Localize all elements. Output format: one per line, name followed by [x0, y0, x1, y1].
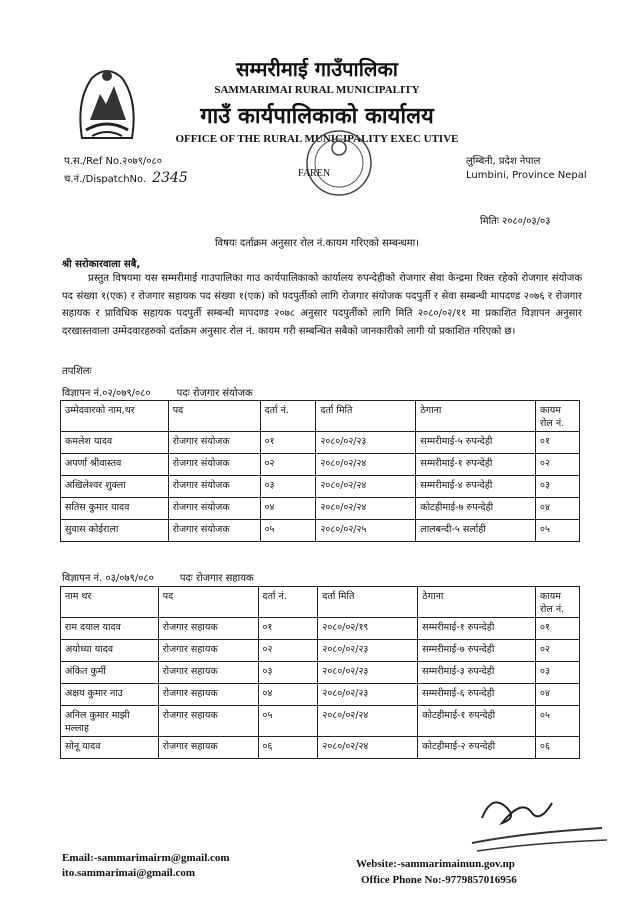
table-row [61, 640, 580, 662]
table-cell: सम्मरीमाई-५ रुपन्देही [416, 432, 536, 454]
table-cell: सतिस कुमार यादव [61, 498, 169, 520]
table-cell: ०५ [536, 520, 580, 542]
table-cell: ०२ [536, 454, 580, 476]
table-cell: ०३ [536, 476, 580, 498]
table-cell: ०५ [536, 706, 580, 737]
table-cell: कोटहीमाई-१ रुपन्देही [418, 706, 536, 737]
table-header-cell: दर्ता मिति [318, 587, 418, 618]
table-cell: सम्मरीमाई-६ रुपन्देही [418, 684, 536, 706]
table-cell: रोजगार सहायक [158, 662, 258, 684]
dispatch-label: च.नं./DispatchNo. [64, 174, 147, 185]
table-cell: २०८०/०२/२३ [318, 640, 418, 662]
table-cell: ०१ [536, 432, 580, 454]
table-cell: रोजगार सहायक [158, 706, 258, 737]
table-cell: ०४ [258, 684, 318, 706]
table-header-cell: नाम थर [61, 587, 159, 618]
table-cell: २०८०/०२/२३ [318, 684, 418, 706]
table-cell: रोजगार सहायक [158, 618, 258, 640]
province-en: Lumbini, Province Nepal [466, 170, 587, 181]
table-cell: अखिलेश्वर शुक्ला [61, 476, 169, 498]
table-header-cell: कायम रोल नं. [536, 401, 580, 432]
table-cell: अनिल कुमार माझी मल्लाह [61, 706, 159, 737]
table-cell: २०८०/०२/२४ [316, 476, 416, 498]
table-cell: ०४ [536, 498, 580, 520]
table-header-cell: दर्ता मिति [316, 401, 416, 432]
table-row [61, 454, 580, 476]
candidates-table-2 [60, 586, 580, 759]
table-row [61, 618, 580, 640]
advertisement-1-heading [62, 385, 253, 399]
table-cell: लालबन्दी-५ सर्लाही [416, 520, 536, 542]
table-cell: ०४ [260, 498, 316, 520]
table-row [61, 432, 580, 454]
table-cell: रोजगार सहायक [158, 737, 258, 759]
table-cell: ०१ [260, 432, 316, 454]
table-cell: राम दयाल यादव [61, 618, 159, 640]
table-header-cell: दर्ता नं. [260, 401, 316, 432]
table-cell: सुवास कोईराला [61, 520, 169, 542]
table-row [61, 662, 580, 684]
table-cell: अयोध्या यादव [61, 640, 159, 662]
table-cell: अपर्णा श्रीवास्तव [61, 454, 169, 476]
table-cell: २०८०/०२/२३ [318, 662, 418, 684]
table-row [61, 684, 580, 706]
table-cell: सम्मरीमाई-३ रुपन्देही [418, 662, 536, 684]
table-cell: कोटहीमाई-२ रुपन्देही [418, 737, 536, 759]
table-cell: ०५ [260, 520, 316, 542]
office-title-en: OFFICE OF THE RURAL MUNICIPALITY EXEC UTIVE [175, 133, 459, 145]
table-cell: ०३ [260, 476, 316, 498]
office-title-np: गाउँ कार्यपालिकाको कार्यालय [200, 104, 434, 129]
letter-subject: विषयः दर्ताक्रम अनुसार रोल नं.कायम गरिएको सम्बन्धमा। [214, 238, 420, 249]
table-cell: रोजगार संयोजक [168, 498, 260, 520]
email-primary: Email:-sammarimairm@gmail.com [62, 852, 230, 864]
province-np: लुम्बिनी, प्रदेश नेपाल [466, 156, 541, 167]
table-cell: सम्मरीमाई-१ रुपन्देही [418, 618, 536, 640]
dispatch-number [64, 170, 188, 186]
table-cell: २०८०/०२/२४ [316, 498, 416, 520]
table-cell: अक्षय कुमार नाउ [61, 684, 159, 706]
advertisement-2-number: विज्ञापन नं. ०३/०७९/०८० [62, 573, 154, 584]
table-cell: ०५ [258, 706, 318, 737]
reference-number: प.स./Ref No.२०७९/०८० [64, 156, 162, 167]
table-cell: ०२ [260, 454, 316, 476]
table-header-cell: दर्ता नं. [258, 587, 318, 618]
table-cell: २०८०/०२/२४ [318, 706, 418, 737]
candidates-table-1 [60, 400, 580, 542]
table-row [61, 476, 580, 498]
details-heading: तपशिलः [62, 366, 92, 377]
office-phone: Office Phone No:-9779857016956 [361, 874, 517, 886]
table-header-cell: ठेगाना [418, 587, 536, 618]
municipality-title-np: सम्मरीमाई गाउँपालिका [236, 57, 398, 81]
table-cell: ०४ [536, 684, 580, 706]
signature-icon [462, 788, 612, 858]
advertisement-2-post: पदः रोजगार सहायक [179, 573, 254, 584]
faren-text: FAREN [298, 168, 331, 179]
table-header-cell: पद [168, 401, 260, 432]
table-cell: ०१ [258, 618, 318, 640]
advertisement-2-heading [62, 570, 254, 584]
table-cell: सोनू यादव [61, 737, 159, 759]
table-cell: सम्मरीमाई-४ रुपन्देही [416, 476, 536, 498]
office-stamp-icon [300, 128, 378, 198]
body-paragraph: प्रस्तुत विषयमा यस सम्मरीमाई गाउपालिका गाउ कार्यपालिकाको कार्यालय रुपन्देहीको रोजगार सेवा केन्द्रमा रिक्त रहेको रोजगार संयोजक पद संख्या १(एक) र रोजगार सहायक पद संख्या १(एक) को पदपुर्तीको लागि रोजगार संयोजक पदपुर्ती र सेवा सम्बन्धी मापदण्ड २०७६ र रोजगार सहायक र प्राविधिक सहायक पदपुर्ती सम्बन्धी मापदण्ड २०७८ अनुसार पदपुर्तीको लागि मिति २०८०/०२/११ मा प्रकाशित विज्ञापन अनुसार दरखास्तवाला उम्मेदवारहरुको दर्ताक्रम अनुसार रोल नं. कायम गरी सम्बन्धित सबैको जानकारीको लागी यो प्रकाशित गरिएको छ। [62, 273, 582, 337]
table-row [61, 498, 580, 520]
table-cell: रोजगार संयोजक [168, 476, 260, 498]
table-cell: सम्मरीमाई-७ रुपन्देही [418, 640, 536, 662]
table-row [61, 737, 580, 759]
table-header-cell: पद [158, 587, 258, 618]
table-cell: रोजगार सहायक [158, 684, 258, 706]
dispatch-value: 2345 [152, 170, 188, 186]
table-cell: ०३ [536, 662, 580, 684]
table-header-row [61, 587, 580, 618]
table-cell: ०१ [536, 618, 580, 640]
table-header-cell: ठेगाना [416, 401, 536, 432]
table-cell: अंकित कुर्मी [61, 662, 159, 684]
table-cell: ०६ [258, 737, 318, 759]
table-cell: सम्मरीमाई-१ रुपन्देही [416, 454, 536, 476]
municipality-title-en: SAMMARIMAI RURAL MUNICIPALITY [214, 84, 420, 96]
table-cell: ०२ [258, 640, 318, 662]
table-cell: २०८०/०२/२५ [316, 520, 416, 542]
table-header-cell: कायम रोल नं. [536, 587, 580, 618]
table-cell: कोटहीमाई-७ रुपन्देही [416, 498, 536, 520]
table-cell: कमलेश यादव [61, 432, 169, 454]
table-cell: रोजगार सहायक [158, 640, 258, 662]
table-row [61, 520, 580, 542]
table-cell: २०८०/०२/२४ [318, 737, 418, 759]
website: Website:-sammarimaimun.gov.np [356, 858, 515, 870]
table-cell: ०३ [258, 662, 318, 684]
salutation: श्री सरोकारवाला सबै, [62, 259, 141, 270]
table-cell: २०८०/०२/२३ [316, 432, 416, 454]
table-cell: ०६ [536, 737, 580, 759]
table-row [61, 706, 580, 737]
email-secondary: ito.sammarimai@gmail.com [62, 867, 196, 879]
advertisement-1-number: विज्ञापन नं.०२/०७९/०८० [62, 388, 151, 399]
table-cell: ०२ [536, 640, 580, 662]
table-cell: रोजगार संयोजक [168, 520, 260, 542]
letter-body [62, 270, 582, 340]
table-header-cell: उम्मेदवारको नाम,थर [61, 401, 169, 432]
table-cell: २०८०/०२/२४ [316, 454, 416, 476]
table-cell: रोजगार संयोजक [168, 454, 260, 476]
table-cell: रोजगार संयोजक [168, 432, 260, 454]
advertisement-1-post: पदः रोजगार संयोजक [176, 388, 253, 399]
table-cell: २०८०/०२/१९ [318, 618, 418, 640]
letter-date: मितिः २०८०/०३/०३ [480, 216, 551, 227]
table-header-row [61, 401, 580, 432]
